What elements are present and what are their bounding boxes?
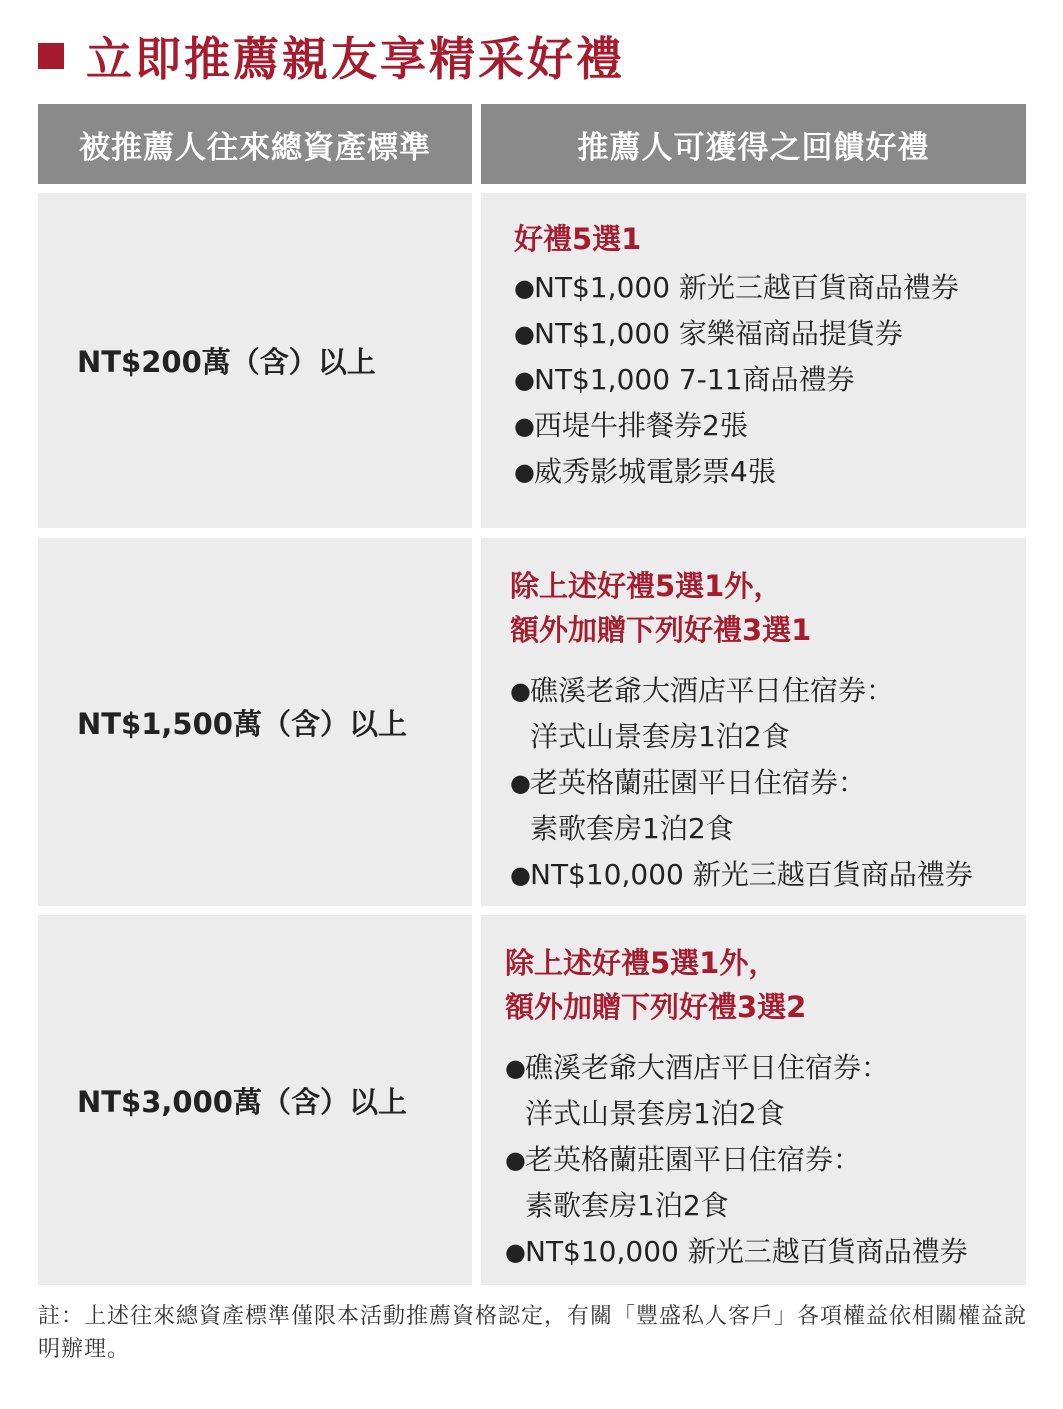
gift-list xyxy=(505,1045,1026,1275)
gift-item xyxy=(514,311,1026,357)
gift-heading-line-2: 額外加贈下列好禮3選1 xyxy=(510,613,812,647)
bullet-icon: ● xyxy=(514,412,535,440)
table-header-referrer-gifts: 推薦人可獲得之回饋好禮 xyxy=(481,104,1026,184)
gift-item-text: 老英格蘭莊園平日住宿券： xyxy=(525,1143,862,1176)
gift-item xyxy=(510,852,1026,898)
bullet-icon: ● xyxy=(510,769,531,797)
threshold-text: NT$1,500萬（含）以上 xyxy=(77,706,407,741)
gift-item xyxy=(510,668,1026,760)
gift-item-subtext: 素歌套房1泊2食 xyxy=(530,812,734,845)
page-title-row xyxy=(38,26,625,86)
gift-item-subtext: 素歌套房1泊2食 xyxy=(525,1189,729,1222)
page-title: 立即推薦親友享精采好禮 xyxy=(86,32,625,86)
bullet-icon: ● xyxy=(505,1054,526,1082)
gift-heading-line-2: 額外加贈下列好禮3選2 xyxy=(505,990,807,1024)
gift-item-text: NT$1,000 7-11商品禮券 xyxy=(534,363,855,396)
threshold-text: NT$200萬（含）以上 xyxy=(77,345,376,379)
row-1-threshold xyxy=(38,193,472,528)
bullet-icon: ● xyxy=(514,458,535,486)
gift-item xyxy=(505,1229,1026,1275)
gift-item-subtext: 洋式山景套房1泊2食 xyxy=(530,720,790,753)
gift-item xyxy=(505,1045,1026,1137)
gift-item-subtext: 洋式山景套房1泊2食 xyxy=(525,1097,785,1130)
gift-item-text: NT$1,000 家樂福商品提貨券 xyxy=(534,317,903,350)
threshold-text: NT$3,000萬（含）以上 xyxy=(77,1084,407,1119)
gift-item-text: 老英格蘭莊園平日住宿券： xyxy=(530,766,867,799)
title-marker-square xyxy=(38,43,64,69)
gift-item-text: 威秀影城電影票4張 xyxy=(534,455,776,488)
gift-item-text: NT$10,000 新光三越百貨商品禮券 xyxy=(530,858,973,891)
gift-item xyxy=(514,403,1026,449)
gift-heading-line-1: 除上述好禮5選1外， xyxy=(510,569,783,603)
gift-item-text: NT$1,000 新光三越百貨商品禮券 xyxy=(534,271,959,304)
gift-list xyxy=(514,265,1026,495)
gift-list xyxy=(510,668,1026,898)
table-header-referee-standard: 被推薦人往來總資產標準 xyxy=(38,104,472,184)
gift-heading-line-1: 除上述好禮5選1外， xyxy=(505,946,778,980)
gift-heading: 好禮5選1 xyxy=(514,222,642,256)
gift-item xyxy=(514,357,1026,403)
gift-item xyxy=(514,449,1026,495)
row-2-gifts xyxy=(481,538,1026,906)
gift-item-text: 礁溪老爺大酒店平日住宿券： xyxy=(525,1051,890,1084)
gift-item xyxy=(510,760,1026,852)
bullet-icon: ● xyxy=(510,677,531,705)
gift-item-text: 礁溪老爺大酒店平日住宿券： xyxy=(530,674,895,707)
bullet-icon: ● xyxy=(514,320,535,348)
gift-item xyxy=(505,1137,1026,1229)
gift-item xyxy=(514,265,1026,311)
bullet-icon: ● xyxy=(514,366,535,394)
bullet-icon: ● xyxy=(510,861,531,889)
bullet-icon: ● xyxy=(505,1146,526,1174)
row-1-gifts xyxy=(481,193,1026,528)
bullet-icon: ● xyxy=(514,274,535,302)
row-2-threshold xyxy=(38,538,472,906)
footnote: 註：上述往來總資產標準僅限本活動推薦資格認定，有關「豐盛私人客戶」各項權益依相關權益說明辦理。 xyxy=(38,1304,1028,1362)
gift-item-text: 西堤牛排餐券2張 xyxy=(534,409,748,442)
row-3-gifts xyxy=(481,915,1026,1285)
gift-item-text: NT$10,000 新光三越百貨商品禮券 xyxy=(525,1235,968,1268)
row-3-threshold xyxy=(38,915,472,1285)
bullet-icon: ● xyxy=(505,1238,526,1266)
